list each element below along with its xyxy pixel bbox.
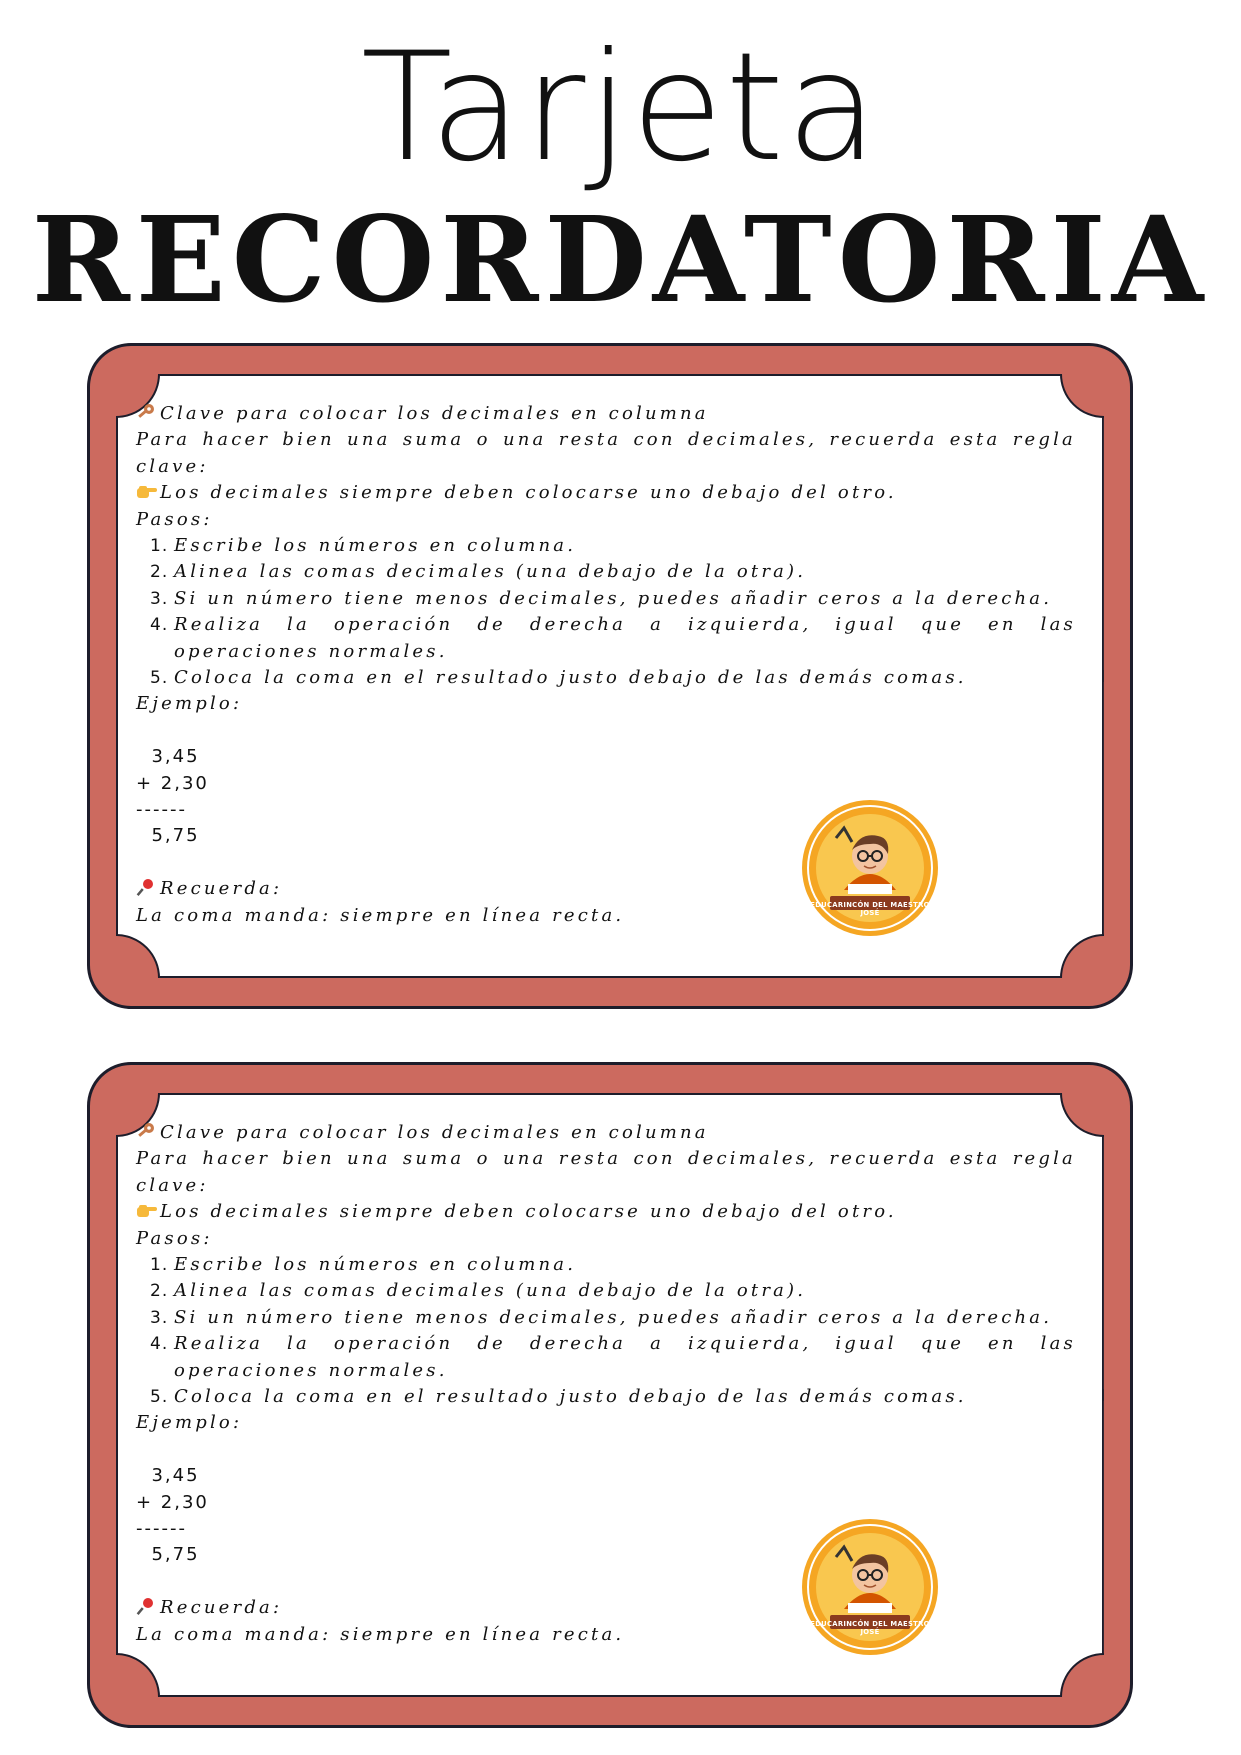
pointing-hand-icon <box>136 480 160 506</box>
example-result: 5,75 <box>151 1544 200 1566</box>
example-separator: ------ <box>136 1518 187 1540</box>
steps-list <box>136 533 1076 691</box>
list-item: 5. Coloca la coma en el resultado justo debajo de las demás comas. <box>150 667 967 689</box>
steps-list <box>136 1252 1076 1410</box>
example-label: Ejemplo: <box>136 1412 243 1434</box>
reminder-text: La coma manda: siempre en línea recta. <box>136 904 625 926</box>
list-item: 4. Realiza la operación de derecha a izquierda, igual que en las operaciones normales. <box>150 614 1076 662</box>
logo-text: EDUCARINCÓN DEL MAESTRO JOSÉ <box>810 1620 930 1636</box>
list-item: 2. Alinea las comas decimales (una debajo de la otra). <box>150 1280 807 1302</box>
card-2-content-slot <box>0 1062 1241 1728</box>
pushpin-icon <box>136 1595 160 1621</box>
pointing-hand-icon <box>136 1199 160 1225</box>
list-item: 4. Realiza la operación de derecha a izquierda, igual que en las operaciones normales. <box>150 1333 1076 1381</box>
card-heading: Clave para colocar los decimales en columna <box>136 1120 1076 1146</box>
key-icon <box>136 1120 160 1146</box>
example-separator: ------ <box>136 799 187 821</box>
example-operand-2: + 2,30 <box>136 1491 209 1513</box>
card-rule: Los decimales siempre deben colocarse uno debajo del otro. <box>136 1199 1076 1225</box>
example-operand-2: + 2,30 <box>136 772 209 794</box>
reminder-heading: Recuerda: <box>136 876 1076 902</box>
logo-text: EDUCARINCÓN DEL MAESTRO JOSÉ <box>810 901 930 917</box>
example-result: 5,75 <box>151 825 200 847</box>
example-operand-1: 3,45 <box>151 746 200 768</box>
key-icon <box>136 401 160 427</box>
list-item: 2. Alinea las comas decimales (una debajo de la otra). <box>150 561 807 583</box>
list-item: 5. Coloca la coma en el resultado justo debajo de las demás comas. <box>150 1386 967 1408</box>
example-label: Ejemplo: <box>136 693 243 715</box>
reminder-text: La coma manda: siempre en línea recta. <box>136 1623 625 1645</box>
list-item: 3. Si un número tiene menos decimales, puedes añadir ceros a la derecha. <box>150 1306 1053 1328</box>
title-tarjeta: Tarjeta <box>360 21 881 195</box>
card-intro-line1: Para hacer bien una suma o una resta con decimales, recuerda esta regla <box>136 1148 1076 1170</box>
steps-label: Pasos: <box>136 508 213 530</box>
card-intro-line2: clave: <box>136 1174 209 1196</box>
teacher-logo <box>800 798 940 938</box>
list-item: 3. Si un número tiene menos decimales, puedes añadir ceros a la derecha. <box>150 587 1053 609</box>
reminder-heading: Recuerda: <box>136 1595 1076 1621</box>
card-rule: Los decimales siempre deben colocarse uno debajo del otro. <box>136 480 1076 506</box>
example-operand-1: 3,45 <box>151 1465 200 1487</box>
steps-label: Pasos: <box>136 1227 213 1249</box>
pushpin-icon <box>136 876 160 902</box>
list-item: 1. Escribe los números en columna. <box>150 1254 577 1276</box>
title-recordatoria: RECORDATORIA <box>31 190 1210 329</box>
card-intro-line1: Para hacer bien una suma o una resta con decimales, recuerda esta regla <box>136 429 1076 451</box>
card-1-content-slot <box>0 343 1241 1009</box>
card-intro-line2: clave: <box>136 455 209 477</box>
list-item: 1. Escribe los números en columna. <box>150 535 577 557</box>
teacher-logo <box>800 1517 940 1657</box>
card-heading: Clave para colocar los decimales en columna <box>136 401 1076 427</box>
